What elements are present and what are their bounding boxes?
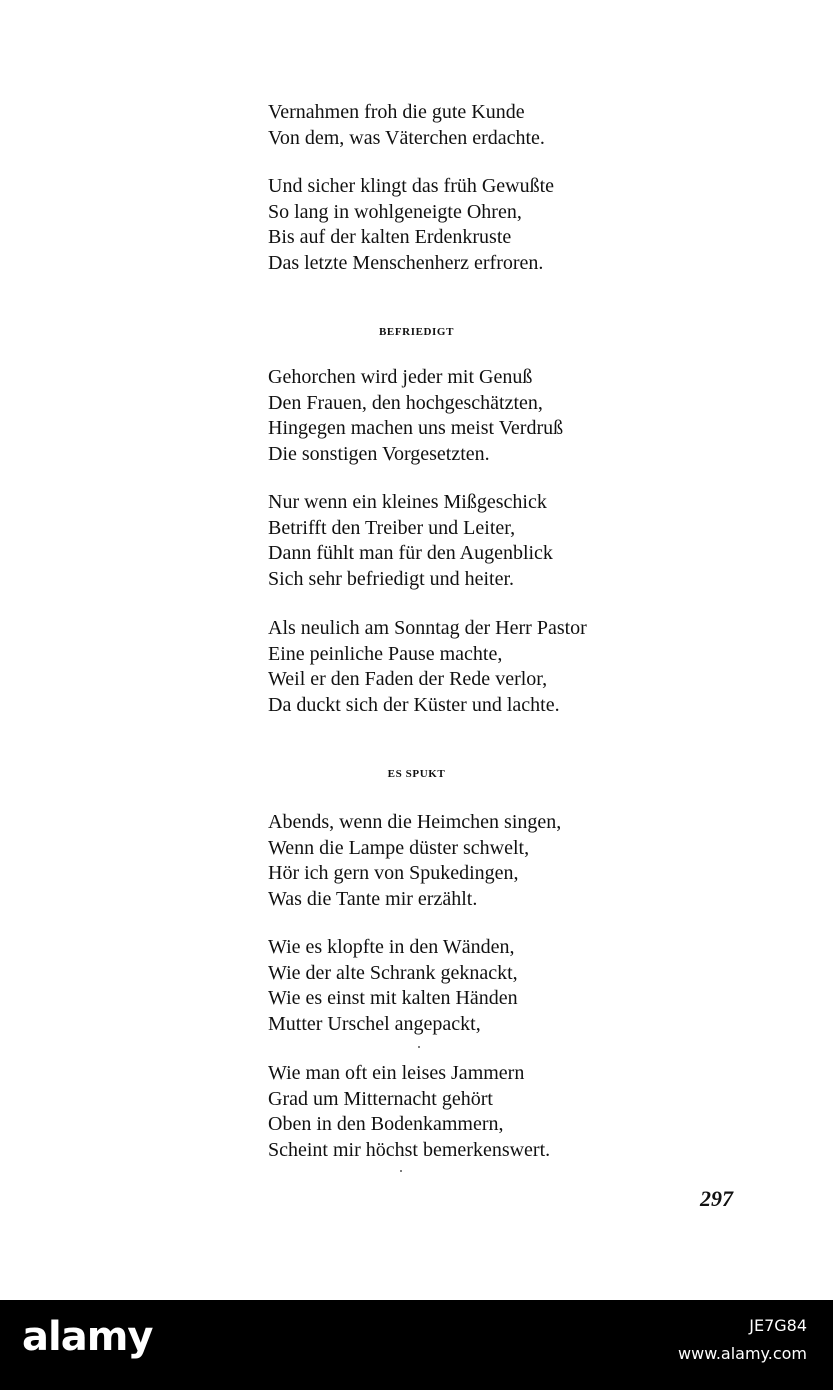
stanza (268, 810, 708, 912)
verse-line: Da duckt sich der Küster und lachte. (268, 693, 560, 716)
verse-line: Wie man oft ein leises Jammern (268, 1062, 525, 1084)
poem-title: ES SPUKT (387, 768, 446, 780)
site-url: www.alamy.com (678, 1344, 807, 1363)
page-number: 297 (700, 1186, 733, 1211)
brand-logo: alamy (22, 1314, 153, 1360)
verse-line: Wie der alte Schrank geknackt, (268, 961, 518, 984)
print-speck (400, 1170, 402, 1172)
verse-line: Von dem, was Väterchen erdachte. (268, 126, 545, 149)
stanza (268, 365, 708, 467)
verse-line: Weil er den Faden der Rede verlor, (268, 668, 548, 690)
verse-line: Das letzte Menschenherz erfroren. (268, 251, 544, 274)
verse-line: Eine peinliche Pause machte, (268, 642, 503, 665)
verse-line: Grad um Mitternacht gehört (268, 1087, 493, 1110)
stanza (268, 100, 708, 151)
verse-line: Hör ich gern von Spukedingen, (268, 862, 519, 884)
verse-line: Betrifft den Treiber und Leiter, (268, 516, 516, 539)
verse-line: Wenn die Lampe düster schwelt, (268, 836, 530, 859)
verse-line: So lang in wohlgeneigte Ohren, (268, 200, 522, 223)
verse-line: Vernahmen froh die gute Kunde (268, 101, 525, 123)
verse-line: Wie es klopfte in den Wänden, (268, 936, 515, 958)
verse-line: Dann fühlt man für den Augenblick (268, 542, 553, 564)
verse-line: Oben in den Bodenkammern, (268, 1113, 504, 1135)
verse-line: Abends, wenn die Heimchen singen, (268, 811, 562, 833)
verse-line: Wie es einst mit kalten Händen (268, 987, 518, 1009)
stanza (268, 490, 708, 592)
stanza (268, 935, 708, 1037)
image-id: JE7G84 (749, 1316, 807, 1335)
print-speck (418, 1046, 420, 1048)
stanza (268, 1061, 708, 1163)
verse-line: Hingegen machen uns meist Verdruß (268, 417, 564, 439)
verse-line: Die sonstigen Vorgesetzten. (268, 442, 490, 465)
verse-line: Nur wenn ein kleines Mißgeschick (268, 491, 547, 513)
verse-line: Sich sehr befriedigt und heiter. (268, 567, 515, 590)
verse-line: Gehorchen wird jeder mit Genuß (268, 366, 533, 388)
verse-line: Und sicher klingt das früh Gewußte (268, 175, 555, 197)
verse-line: Bis auf der kalten Erdenkruste (268, 226, 512, 248)
verse-line: Als neulich am Sonntag der Herr Pastor (268, 617, 587, 639)
stanza (268, 616, 708, 718)
watermark-footer (0, 1300, 833, 1390)
verse-line: Scheint mir höchst bemerkenswert. (268, 1138, 551, 1161)
poem-title: BEFRIEDIGT (378, 326, 455, 338)
verse-line: Mutter Urschel angepackt, (268, 1012, 481, 1035)
verse-line: Den Frauen, den hochgeschätzten, (268, 391, 543, 414)
verse-line: Was die Tante mir erzählt. (268, 887, 478, 910)
stanza (268, 174, 708, 276)
